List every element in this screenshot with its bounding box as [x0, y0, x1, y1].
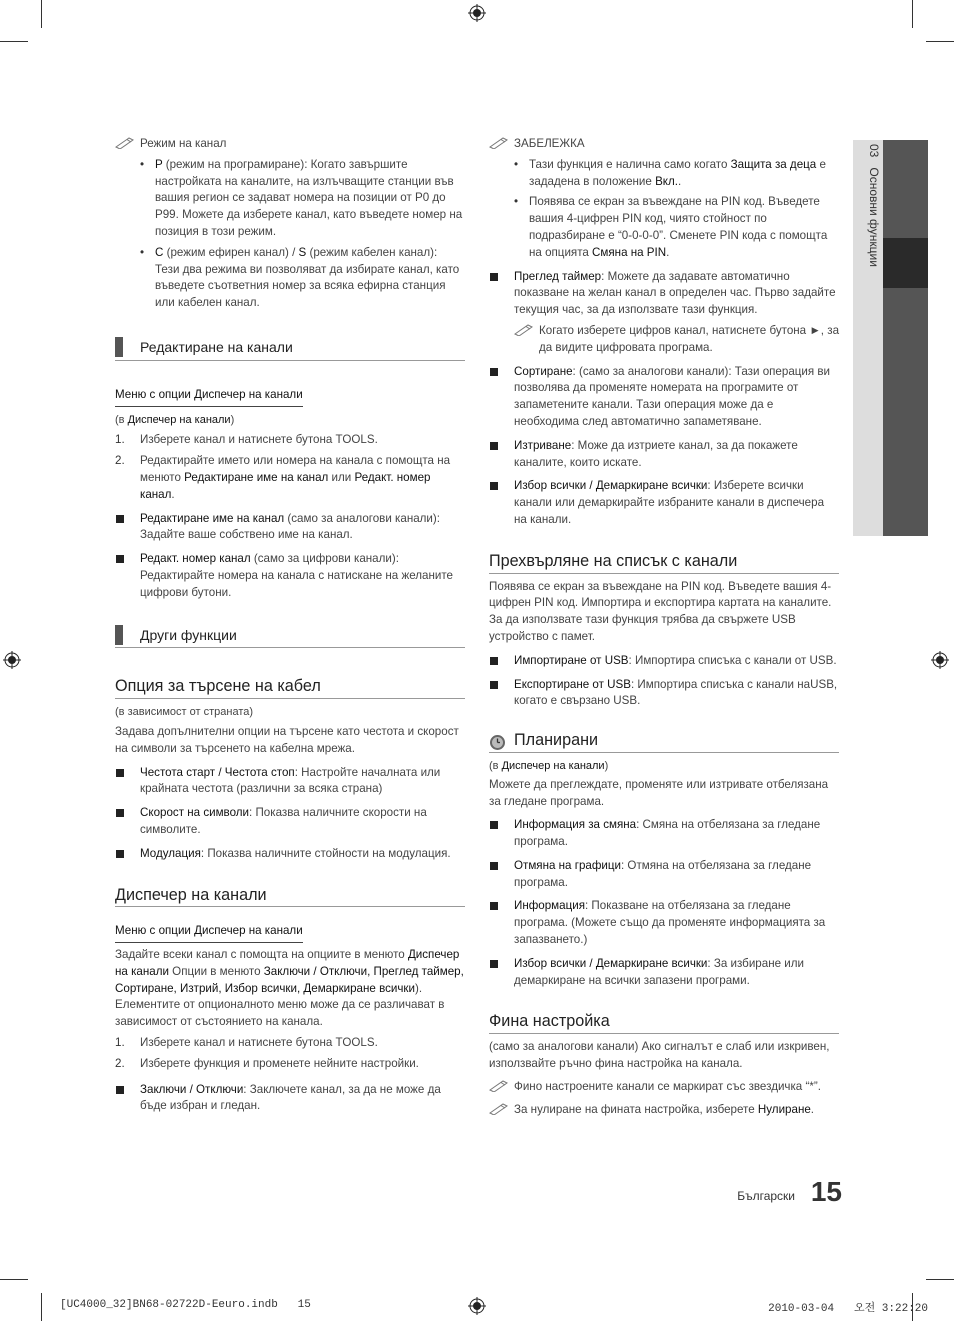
registration-mark-icon: [931, 651, 949, 669]
registration-mark-icon: [468, 1297, 486, 1315]
crop-mark: [926, 41, 954, 42]
list-item: Избор всички / Демаркиране всички: Изберете всички канали или демаркирайте избраните канали в диспечера на канали.: [489, 478, 839, 528]
list-item: Изтриване: Може да изтриете канал, за да покажете каналите, които искате.: [489, 438, 839, 472]
list-item: Скорост на символи: Показва наличните скорости на символите.: [115, 805, 465, 839]
note-heading: ЗАБЕЛЕЖКА: [489, 136, 839, 153]
section-heading-cable-search: Опция за търсене на кабел: [115, 678, 465, 699]
paragraph: (само за аналогови канали) Ако сигналът е слаб или изкривен, използвайте ръчно фина настройка на канала.: [489, 1040, 830, 1071]
context-note: (в зависимост от страната): [115, 706, 254, 719]
paragraph: Появява се екран за въвеждане на PIN код. Въведете вашия 4-цифрен PIN код. Импортира и експортира картата на каналите. За да използвате тази функция трябва да свържете USB устройство с памет.: [489, 579, 832, 643]
list-item: Честота старт / Честота стоп: Настройте началната или крайната честота (различни за всяка страна): [115, 765, 465, 799]
crop-mark: [912, 0, 913, 28]
paragraph: Задава допълнителни опции на търсене като честота и скорост на символи за търсенето на кабелна мрежа.: [115, 724, 459, 755]
step-item: 1. Изберете канал и натиснете бутона TOOLS.: [115, 433, 378, 447]
list-item: Редактиране име на канал (само за аналогови канали): Задайте ваше собствено име на канал.: [115, 511, 465, 545]
crop-mark: [0, 1279, 28, 1280]
registration-mark-icon: [468, 4, 486, 22]
date-info: 2010-03-04 오전 3:22:20: [768, 1303, 928, 1315]
note-pencil-icon: [489, 1080, 509, 1092]
registration-mark-icon: [3, 651, 21, 669]
list-item: Модулация: Показва наличните стойности на модулация.: [115, 846, 465, 863]
menu-path-link: Меню с опции Диспечер на канали: [115, 387, 303, 407]
list-item: Информация: Показване на отбелязана за гледане програма. (Можете също да променяте информацията за запазването.): [489, 898, 839, 948]
context-note: (в Диспечер на канали): [115, 413, 235, 426]
step-item: 1. Изберете канал и натиснете бутона TOOLS.: [115, 1036, 378, 1050]
list-item: • Тази функция е налична само когато Защита за деца е зададена в положение Вкл..: [514, 157, 839, 191]
chapter-tab-dark: [883, 140, 928, 536]
section-heading-edit-channels: Редактиране на канали: [115, 336, 465, 361]
note-pencil-icon: [115, 137, 135, 149]
list-item: Заключи / Отключи: Заключете канал, за да не може да бъде избран и гледан.: [115, 1082, 465, 1116]
crop-mark: [41, 0, 42, 28]
crop-mark: [41, 1293, 42, 1321]
list-item: Редакт. номер канал (само за цифрови канали): Редактирайте номера на канала с натискане на желаните цифрови бутони.: [115, 551, 465, 601]
list-item: Информация за смяна: Смяна на отбелязана за гледане програма.: [489, 817, 839, 851]
note-fine-tune-2: За нулиране на фината настройка, изберете Нулиране.: [489, 1102, 839, 1119]
note-pencil-icon: [514, 324, 534, 336]
crop-mark: [0, 41, 28, 42]
section-heading-fine-tune: Фина настройка: [489, 1013, 839, 1034]
file-info: [UC4000_32]BN68-02722D-Eeuro.indb 15: [60, 1299, 311, 1311]
paragraph: Задайте всеки канал с помощта на опциите в менюто Диспечер на канали Опции в менюто Заключи / Отключи, Преглед таймер, Сортиране, Изтрий, Избор всички, Демаркиране всички). Елементите от опционалното меню може да се различават в зависимост от състоянието на канала.: [115, 948, 464, 1029]
list-item: Експортиране от USB: Импортира списъка с канали наUSB, когато е свързано USB.: [489, 677, 839, 711]
chapter-tab-marker: [883, 238, 928, 288]
clock-icon: [489, 734, 506, 751]
list-item: Отмяна на графици: Отмяна на отбелязана за гледане програма.: [489, 858, 839, 892]
step-item: 2. Редактирайте името или номера на канала с помощта на менюто Редактиране име на канал или Редакт. номер канал.: [115, 454, 451, 501]
list-item: • P (режим на програмиране): Когато завършите настройката на каналите, на излъчващите станции във вашия регион се задават номера на позиции от P0 до P99. Можете да изберете канал, като въведете номер на позиция в този режим.: [140, 157, 465, 241]
section-heading-transfer-list: Прехвърляне на списък с канали: [489, 553, 839, 574]
section-heading-channel-manager: Диспечер на канали: [115, 887, 465, 908]
list-item: Импортиране от USB: Импортира списъка с канали от USB.: [489, 653, 839, 670]
paragraph: Можете да преглеждате, променяте или изтривате отбелязана за гледане програма.: [489, 777, 829, 808]
list-item: Преглед таймер: Можете да задавате автоматично показване на желан канал в определен час. Първо задайте текущия час, за да използвате тази функция.: [489, 269, 839, 319]
section-heading-scheduled: Планирани: [489, 732, 839, 753]
context-note: (в Диспечер на канали): [489, 759, 609, 772]
menu-path-link: Меню с опции Диспечер на канали: [115, 923, 303, 943]
list-item: • C (режим ефирен канал) / S (режим кабелен канал): Тези два режима ви позволяват да избирате канал, като въведете съответния номер за всяка ефирна станция или кабелен канал.: [140, 245, 465, 312]
note-pencil-icon: [489, 1103, 509, 1115]
page-language: Български: [737, 1189, 795, 1203]
note-timer: Когато изберете цифров канал, натиснете бутона ►, за да видите цифровата програма.: [514, 323, 839, 357]
step-item: 2. Изберете функция и променете нейните настройки.: [115, 1056, 419, 1070]
chapter-number: 03: [867, 144, 881, 158]
list-item: Избор всички / Демаркиране всички: За избиране или демаркиране на всички запазени програми.: [489, 956, 839, 990]
section-heading-other-functions: Други функции: [115, 624, 465, 649]
note-channel-mode: Режим на канал: [115, 136, 465, 153]
right-column: [489, 136, 839, 1118]
chapter-tab-label: [855, 144, 881, 344]
list-item: Сортиране: (само за аналогови канали): Тази операция ви позволява да променяте номерата на програмите от запаметените канали. Тази операция може да е необходима след автоматично запаметяване.: [489, 364, 839, 431]
note-fine-tune-1: Фино настроените канали се маркират със звездичка “*”.: [489, 1079, 839, 1096]
note-pencil-icon: [489, 137, 509, 149]
crop-mark: [926, 1279, 954, 1280]
list-item: • Появява се екран за въвеждане на PIN код. Въведете вашия 4-цифрен PIN код, чиято стойност по подразбиране е “0-0-0-0”. Сменете PIN кода с помощта на опцията Смяна на PIN.: [514, 194, 839, 261]
chapter-title: Основни функции: [867, 167, 881, 267]
page-number: 15: [810, 1176, 842, 1207]
left-column: [115, 136, 465, 1115]
